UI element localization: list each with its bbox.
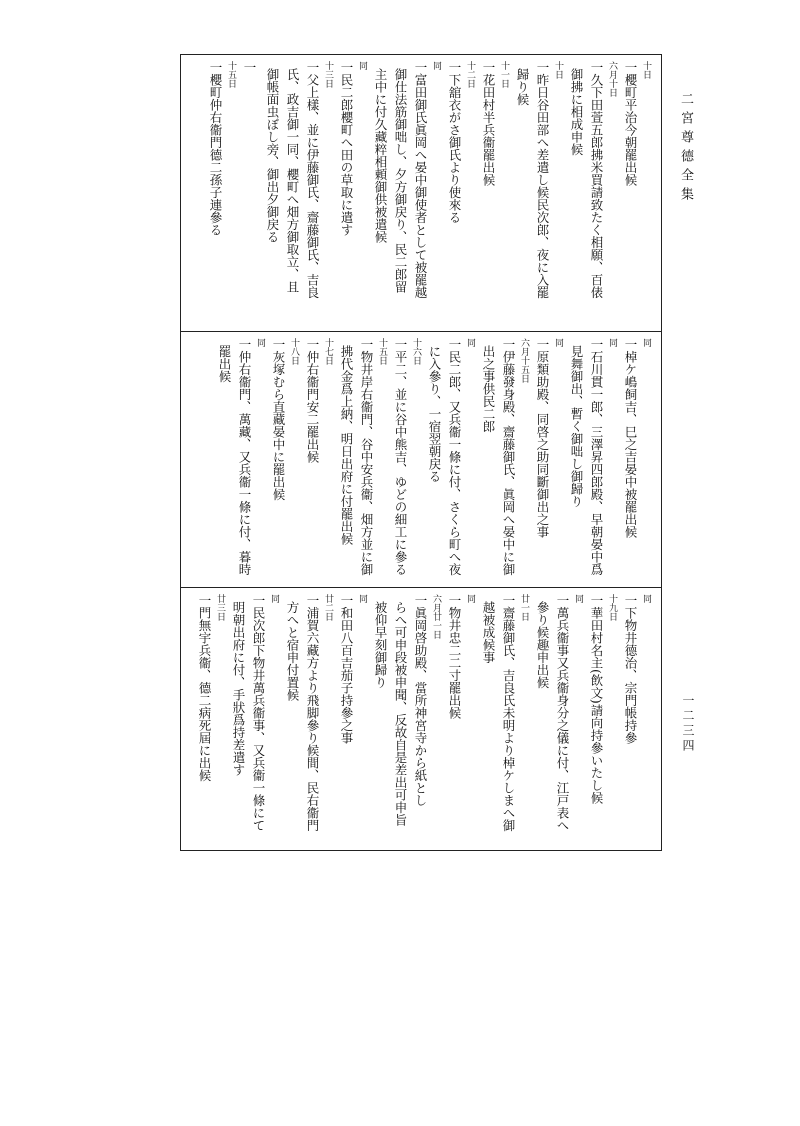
entry-line: 一伊藤發身殿、齋藤御氏、眞岡へ晏中に御	[501, 338, 516, 576]
entry-date: 同	[553, 338, 563, 347]
entry-line: 一物井忠二二寸罷出候	[447, 594, 462, 719]
text-frame	[180, 54, 662, 851]
entry-line: に入參り、一宿翌朝戻る	[427, 345, 442, 483]
entry-date: 十七日	[323, 338, 333, 365]
entry-date: 十三日	[323, 61, 333, 88]
entry-line: 一石川貫一郎、三澤昇四郎殿、早朝晏中爲	[589, 338, 604, 576]
tier-bottom	[181, 587, 661, 851]
page-header-title: 二宮尊德全集	[678, 92, 693, 206]
entry-date: 同	[641, 594, 651, 603]
entry-line: 一久下田萱五郎拂米買請致たく相願、百俵	[589, 61, 604, 299]
entry-line: 方へと宿申付置候	[285, 601, 300, 701]
entry-line: 一門無宇兵衞、德二病死屆に出候	[197, 594, 212, 782]
entry-line: らへ可申段被申聞、反故自是差出可申旨	[393, 601, 408, 826]
entry-line: 御帳面虫ぼし旁、御出夕御戻る	[265, 68, 280, 243]
entry-line: 一仲右衞門、萬藏、又兵衞一條に付、暮時	[237, 338, 252, 576]
entry-line: 主中に付久藏粹相頼御供被遣候	[373, 68, 388, 243]
entry-line: 一華田村名主(飲文)請向持參いたし候	[589, 594, 604, 804]
entry-date: 十二日	[465, 61, 475, 88]
entry-date: 同	[641, 338, 651, 347]
entry-line: 御拂に相成申候	[569, 68, 584, 156]
entry-line: 一富田御氏眞岡へ晏中御使者として被罷越	[413, 61, 428, 299]
entry-line: 見舞御出、暫く御咄し御歸り	[569, 345, 584, 508]
entry-line: 一和田八百吉茄子持參之事	[339, 594, 354, 744]
entry-date: 同	[357, 61, 367, 70]
entry-line: 一下物井德治、宗門帳持參	[623, 594, 638, 744]
entry-line: 出之事供民二郎	[481, 345, 496, 433]
entry-date: 同	[357, 594, 367, 603]
entry-line: 一萬兵衞事又兵衞身分之儀に付、江戸表へ	[555, 594, 570, 832]
entry-line: 一民二郎、又兵衞一條に付、さくら町へ夜	[447, 338, 462, 576]
entry-date: 十日	[553, 61, 563, 79]
entry-date: 十五日	[226, 61, 236, 88]
entry-date: 六月十五日	[519, 338, 529, 383]
entry-line: 一櫻町仲右衞門德二孫子連參る	[208, 61, 223, 236]
entry-date: 六月廿一日	[431, 594, 441, 639]
entry-date: 同	[607, 338, 617, 347]
entry-date: 十五日	[377, 338, 387, 365]
entry-line: 一民次郎下物井萬兵衞事、又兵衞一條にて	[251, 594, 266, 832]
entry-line: 一昨日谷田部へ差遣し候民次郎、夜に入罷	[535, 61, 550, 299]
entry-line: 一櫻町平治今朝罷出候	[623, 61, 638, 186]
entry-date: 同	[465, 338, 475, 347]
entry-date: 同	[465, 594, 475, 603]
entry-line: 一浦賀六藏方より飛脚參り候間、民右衞門	[305, 594, 320, 832]
entry-date: 同	[431, 61, 441, 70]
entry-date: 同	[255, 338, 265, 347]
entry-line: 歸り候	[515, 68, 530, 106]
entry-date: 十日	[641, 61, 651, 79]
entry-line: 一眞岡啓助殿、當所神宮寺から紙とし	[413, 594, 428, 807]
entry-line: 一民二郎櫻町へ田の草取に遣す	[339, 61, 354, 236]
entry-date: 十八日	[289, 338, 299, 365]
entry-date: 十九日	[607, 594, 617, 621]
tier-middle	[181, 331, 661, 588]
entry-date: 廿一日	[519, 594, 529, 621]
tier-top	[181, 55, 661, 331]
entry-date: 十六日	[411, 338, 421, 365]
entry-line: 氏、政吉御一同、櫻町へ畑方御取立、且	[285, 68, 300, 293]
entry-line: 明朝出府に付、手狀爲持差遣す	[231, 601, 246, 776]
entry-line: 一父上樣、並に伊藤御氏、齋藤御氏、吉良	[305, 61, 320, 299]
page-number: 一二三四	[681, 694, 695, 754]
entry-line: 一仲右衞門安二罷出候	[305, 338, 320, 463]
entry-line: 一花田村半兵衞罷出候	[481, 61, 496, 186]
entry-date: 廿三日	[215, 594, 225, 621]
entry-line: 一棹ケ嶋飼吉、巳之吉晏中被罷出候	[623, 338, 638, 538]
entry-date: 同	[573, 594, 583, 603]
entry-line: 一	[242, 61, 257, 74]
entry-line: 參り候趣申出候	[535, 601, 550, 689]
entry-line: 一原類助殿、同啓之助同斷御出之事	[535, 338, 550, 538]
entry-line: 越被成候事	[481, 601, 496, 664]
entry-line: 罷出候	[217, 345, 232, 383]
entry-line: 一平二、並に谷中熊吉、ゆどの細工に參る	[393, 338, 408, 576]
entry-line: 拂代金爲上納、明日出府に付罷出候	[339, 345, 354, 545]
entry-line: 一灰塚むら直藏晏中に罷出候	[271, 338, 286, 501]
entry-date: 十一日	[499, 61, 509, 88]
entry-date: 六月十日	[607, 61, 617, 97]
entry-line: 被仰早刻御歸り	[373, 601, 388, 689]
entry-date: 同	[269, 594, 279, 603]
entry-line: 一下舘衣がさ御氏より使來る	[447, 61, 462, 224]
entry-line: 御仕法筋御咄し、夕方御戻り、民二郎留	[393, 68, 408, 293]
entry-line: 一齋藤御氏、吉良氏未明より棹ケしまへ御	[501, 594, 516, 832]
entry-line: 一物井岸右衞門、谷中安兵衞、畑方並に御	[359, 338, 374, 576]
entry-date: 廿二日	[323, 594, 333, 621]
